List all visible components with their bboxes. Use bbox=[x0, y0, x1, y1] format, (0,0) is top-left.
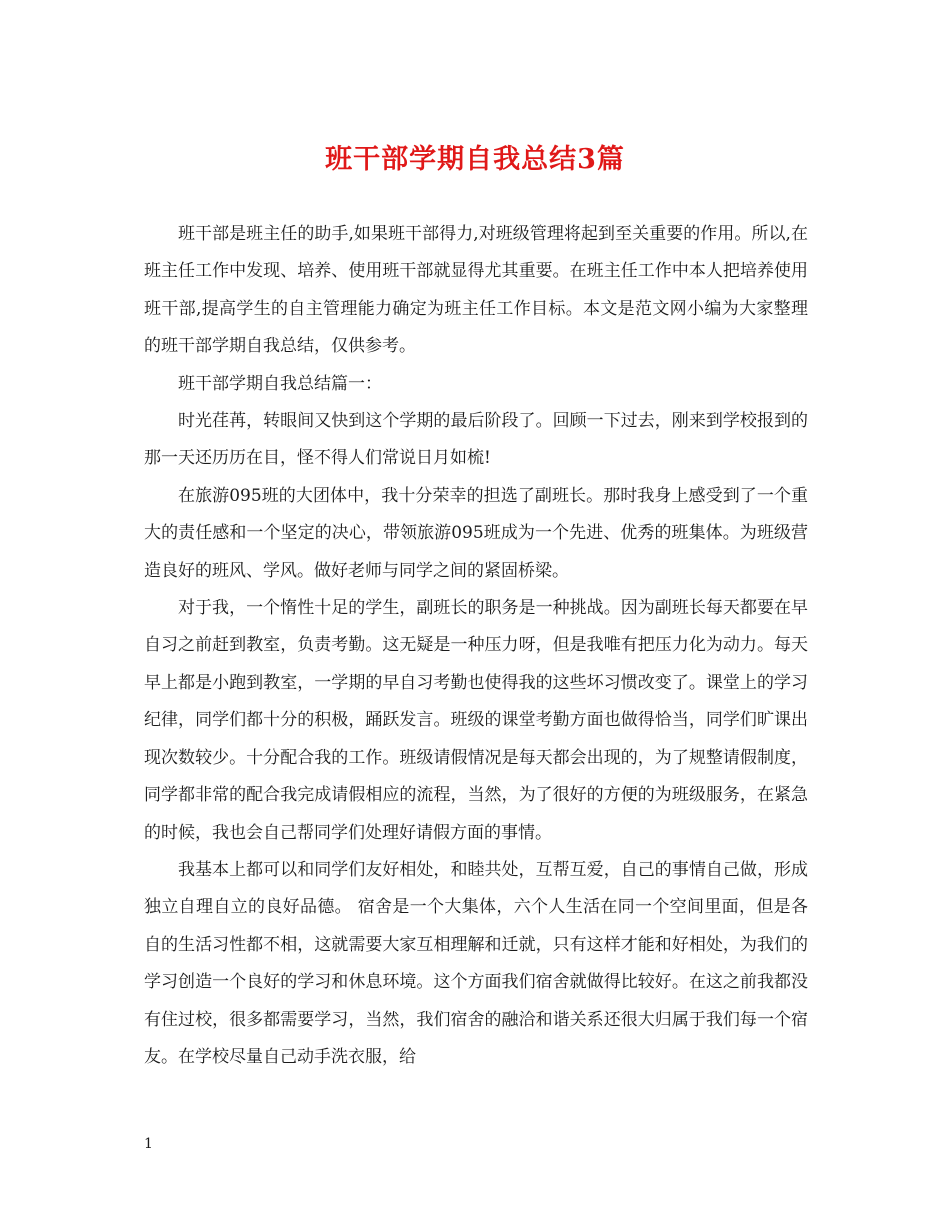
document-body bbox=[144, 216, 808, 1076]
paragraph-1: 时光荏苒，转眼间又快到这个学期的最后阶段了。回顾一下过去，刚来到学校报到的那一天还历历在目，怪不得人们常说日月如梳! bbox=[144, 411, 808, 469]
paragraph-intro: 班干部是班主任的助手,如果班干部得力,对班级管理将起到至关重要的作用。所以,在班主任工作中发现、培养、使用班干部就显得尤其重要。在班主任工作中本人把培养使用班干部,提高学生的自主管理能力确定为班主任工作目标。本文是范文网小编为大家整理的班干部学期自我总结，仅供参考。 bbox=[144, 224, 808, 357]
paragraph-section-heading: 班干部学期自我总结篇一： bbox=[178, 373, 382, 394]
paragraph-2: 在旅游095班的大团体中，我十分荣幸的担选了副班长。那时我身上感受到了一个重大的责任感和一个坚定的决心，带领旅游095班成为一个先进、优秀的班集体。为班级营造良好的班风、学风。做好老师与同学之间的紧固桥梁。 bbox=[144, 485, 808, 581]
paragraph-3: 对于我，一个惰性十足的学生，副班长的职务是一种挑战。因为副班长每天都要在早自习之前赶到教室，负责考勤。这无疑是一种压力呀，但是我唯有把压力化为动力。每天早上都是小跑到教室，一学期的早自习考勤也使得我的这些坏习惯改变了。课堂上的学习纪律，同学们都十分的积极，踊跃发言。班级的课堂考勤方面也做得恰当，同学们旷课出现次数较少。十分配合我的工作。班级请假情况是每天都会出现的，为了规整请假制度，同学都非常的配合我完成请假相应的流程，当然，为了很好的方便的为班级服务，在紧急的时候，我也会自己帮同学们处理好请假方面的事情。 bbox=[144, 598, 808, 843]
paragraph-4: 我基本上都可以和同学们友好相处，和睦共处，互帮互爱，自己的事情自己做，形成独立自理自立的良好品德。 宿舍是一个大集体，六个人生活在同一个空间里面，但是各自的生活习性都不相，这就需要大家互相理解和迁就，只有这样才能和好相处，为我们的学习创造一个良好的学习和休息环境。这个方面我们宿舍就做得比较好。在这之前我都没有住过校，很多都需要学习，当然，我们宿舍的融洽和谐关系还很大归属于我们每一个宿友。在学校尽量自己动手洗衣服，给 bbox=[144, 859, 808, 1067]
document-title: 班干部学期自我总结3篇 bbox=[325, 144, 625, 175]
page-number: 1 bbox=[144, 1136, 153, 1152]
